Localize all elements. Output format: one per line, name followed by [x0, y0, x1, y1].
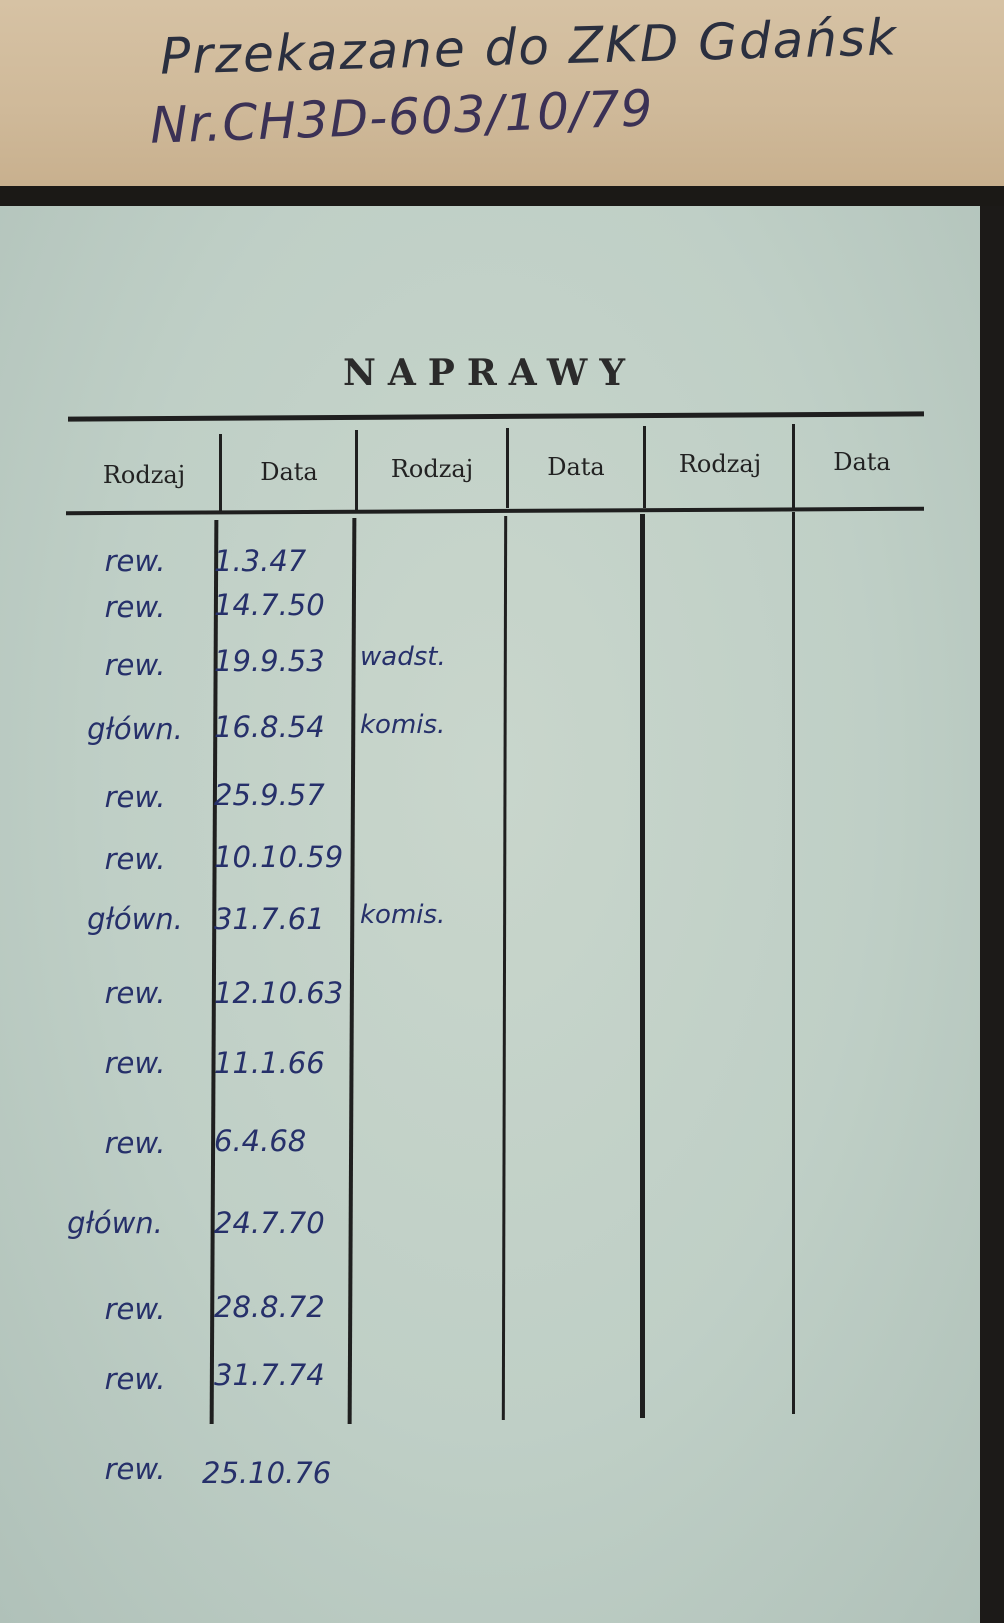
header-rodzaj-2: Rodzaj — [390, 455, 474, 483]
repair-kind: główn. — [87, 712, 183, 746]
header-data-2: Data — [547, 453, 605, 481]
repair-date: 16.8.54 — [214, 710, 325, 744]
header-rodzaj-3: Rodzaj — [678, 450, 762, 478]
repair-kind: rew. — [104, 842, 166, 876]
repair-kind: rew. — [104, 648, 166, 682]
header-rodzaj-1: Rodzaj — [102, 461, 186, 489]
repair-kind: rew. — [104, 780, 166, 814]
repair-kind: główn. — [67, 1206, 163, 1240]
repair-date: 11.1.66 — [214, 1046, 325, 1080]
repair-kind: rew. — [104, 1126, 166, 1160]
repair-date: 19.9.53 — [214, 644, 325, 678]
card-title: NAPRAWY — [342, 352, 638, 394]
repair-kind-2: komis. — [360, 710, 446, 740]
repair-kind: rew. — [104, 1292, 166, 1326]
repair-kind-2: komis. — [360, 900, 446, 930]
repair-date: 25.9.57 — [214, 778, 325, 812]
repair-date: 6.4.68 — [214, 1124, 307, 1158]
card-edge-shadow — [980, 206, 1004, 1623]
column-divider — [640, 514, 645, 1418]
repair-kind: rew. — [104, 1046, 166, 1080]
repair-kind: rew. — [104, 976, 166, 1010]
handwritten-reference-number: Nr.CH3D-603/10/79 — [149, 79, 655, 155]
repair-kind: rew. — [104, 590, 166, 624]
repair-kind: rew. — [104, 544, 166, 578]
column-divider — [792, 512, 795, 1414]
handwritten-transfer-note: Przekazane do ZKD Gdańsk — [159, 8, 899, 86]
repair-kind: główn. — [87, 902, 183, 936]
repair-date: 1.3.47 — [214, 544, 307, 578]
repair-date: 10.10.59 — [214, 840, 344, 874]
repair-date: 25.10.76 — [202, 1456, 332, 1490]
repair-kind: rew. — [104, 1362, 166, 1396]
repair-date: 24.7.70 — [214, 1206, 325, 1240]
repair-date: 28.8.72 — [214, 1290, 325, 1324]
header-data-1: Data — [260, 458, 318, 486]
repair-kind-2: wadst. — [360, 642, 446, 672]
header-data-3: Data — [833, 448, 891, 476]
repair-date: 31.7.74 — [214, 1358, 325, 1392]
repair-date: 14.7.50 — [214, 588, 325, 622]
repair-kind: rew. — [104, 1452, 166, 1486]
repair-date: 12.10.63 — [214, 976, 344, 1010]
repair-date: 31.7.61 — [214, 902, 325, 936]
